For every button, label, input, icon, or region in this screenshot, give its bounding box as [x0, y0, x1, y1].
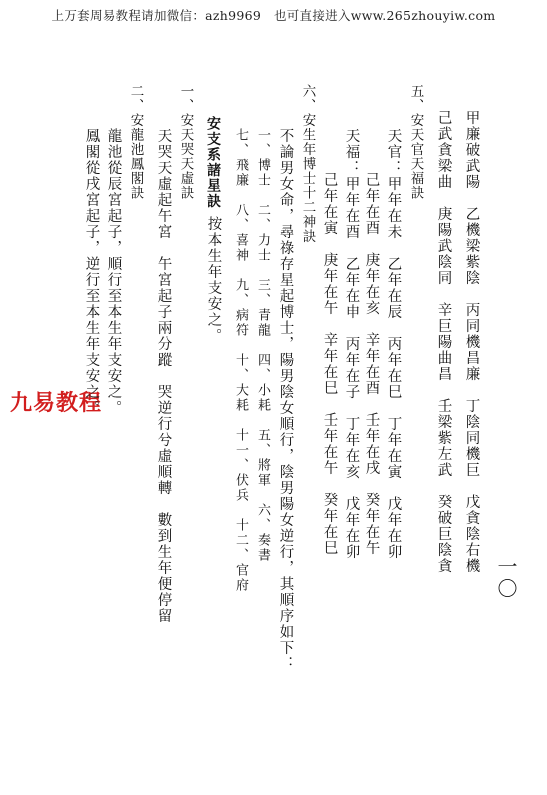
chapter-note: 按本生年支安之。 — [205, 216, 222, 344]
text-column: 天官：甲年在未 乙年在辰 丙年在巳 丁年在寅 戊年在卯 — [385, 128, 402, 560]
text-column: 不論男女命，尋祿存星起博士，陽男陰女順行，陰男陽女逆行，其順序如下： — [277, 128, 294, 672]
text-column: 己年在酉 庚年在亥 辛年在酉 壬年在戌 癸年在午 — [363, 172, 380, 556]
text-column: 己年在寅 庚年在午 辛年在巳 壬年在午 癸年在巳 — [321, 172, 338, 556]
text-column: 己武貪梁曲 庚陽武陰同 辛巨陽曲昌 壬梁紫左武 癸破巨陰貪 — [435, 110, 452, 574]
text-column: 天福：甲年在酉 乙年在申 丙年在子 丁年在亥 戊年在卯 — [343, 128, 360, 560]
verse-column: 天哭天虛起午宮 午宮起子兩分蹤 哭逆行兮虛順轉 數到生年便停留 — [155, 128, 172, 624]
text-column: 七、飛廉 八、喜神 九、病符 十、大耗 十一、伏兵 十二、官府 — [233, 128, 248, 593]
page-header: 上万套周易教程请加微信：azh9969 也可直接进入www.265zhouyiw.com — [51, 8, 496, 23]
section-heading: 一、安天哭天虛訣 — [177, 84, 194, 200]
text-column: 龍池從辰宮起子，順行至本生年支安之。 — [105, 128, 122, 416]
section-heading: 五、安天官天福訣 — [407, 84, 424, 200]
section-heading: 二、安龍池鳳閣訣 — [127, 84, 144, 200]
text-column: 甲廉破武陽 乙機梁紫陰 丙同機昌廉 丁陰同機巨 戊貪陰右機 — [463, 110, 480, 574]
chapter-heading: 安支系諸星訣 — [205, 116, 221, 209]
section-heading: 六、安生年博士十二神訣 — [299, 84, 316, 244]
text-column: 一、博士 二、力士 三、青龍 四、小耗 五、將軍 六、奏書 — [255, 128, 270, 563]
page-number: 一〇 — [494, 556, 518, 600]
text-column: 鳳閣從戌宮起子，逆行至本生年支安之。 — [83, 128, 100, 416]
watermark: 九易教程 — [10, 391, 103, 416]
